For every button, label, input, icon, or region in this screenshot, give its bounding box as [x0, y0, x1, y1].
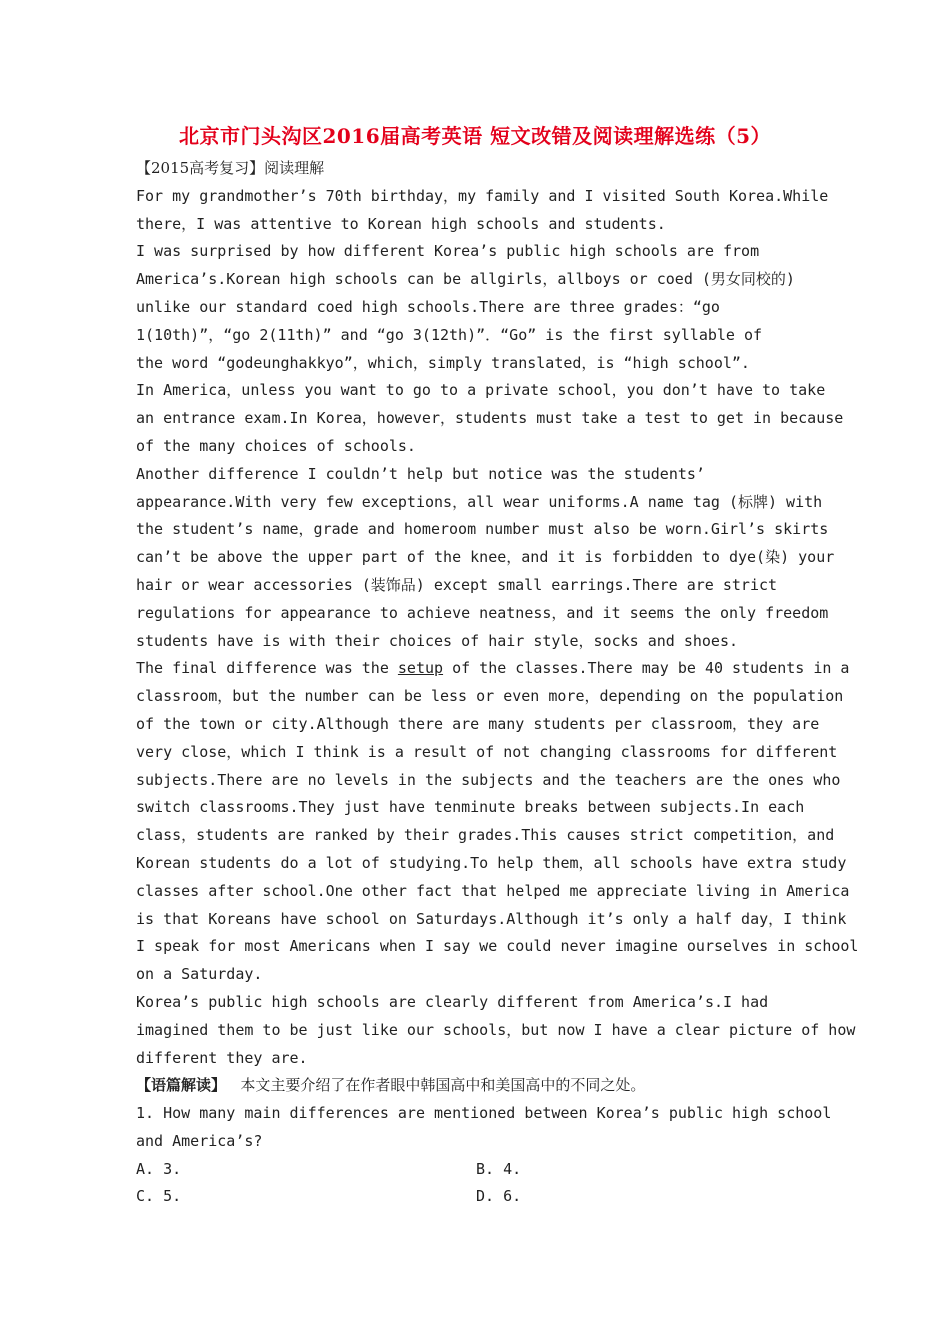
passage-line: the word “godeunghakkyo”，which，simply translated，is “high school”. — [136, 353, 750, 372]
passage-line: 1(10th)”，“go 2(11th)” and “go 3(12th)”．“Go” is the first syllable of — [136, 325, 763, 344]
setup-line-before: The final difference was the — [136, 659, 398, 678]
passage-line: on a Saturday. — [136, 965, 263, 984]
document-title: 北京市门头沟区2016届高考英语 短文改错及阅读理解选练（5） — [178, 124, 772, 148]
passage-line: I was surprised by how different Korea’s public high schools are from — [136, 242, 760, 261]
passage-line: Korean students do a lot of studying.To help them，all schools have extra study — [136, 853, 847, 872]
passage-line: different they are. — [136, 1048, 308, 1067]
passage-line: Another difference I couldn’t help but notice was the students’ — [136, 464, 705, 483]
passage-line: the student’s name，grade and homeroom number must also be worn.Girl’s skirts — [136, 520, 829, 539]
passage-line: subjects.There are no levels in the subjects and the teachers are the ones who — [136, 770, 841, 789]
option-a: A. 3. — [136, 1159, 182, 1178]
passage-line: there，I was attentive to Korean high schools and students. — [136, 214, 666, 233]
passage-line: classes after school.One other fact that helped me appreciate living in America — [136, 881, 850, 900]
passage-line: America’s.Korean high schools can be allgirls，allboys or coed (男女同校的) — [136, 270, 795, 289]
question-stem: 1. How many main differences are mentioned between Korea’s public high school — [136, 1104, 832, 1123]
question-1 — [136, 1100, 832, 1211]
option-d: D. 6. — [476, 1187, 522, 1206]
passage-line: is that Koreans have school on Saturdays.Although it’s only a half day，I think — [136, 909, 847, 928]
option-b: B. 4. — [476, 1159, 522, 1178]
passage-line: of the many choices of schools. — [136, 436, 416, 455]
passage-line: hair or wear accessories (装饰品) except small earrings.There are strict — [136, 575, 778, 594]
option-c: C. 5. — [136, 1187, 182, 1206]
passage-line: For my grandmother’s 70th birthday，my family and I visited South Korea.While — [136, 186, 829, 205]
passage-line: In America，unless you want to go to a private school，you don’t have to take — [136, 381, 826, 400]
passage-line: can’t be above the upper part of the knee，and it is forbidden to dye(染) your — [136, 548, 835, 567]
analysis-line — [136, 1072, 816, 1100]
passage-part-1 — [136, 183, 844, 656]
passage-line: I speak for most Americans when I say we could never imagine ourselves in school — [136, 937, 859, 956]
passage-line: regulations for appearance to achieve neatness，and it seems the only freedom — [136, 603, 829, 622]
passage-part-2 — [136, 683, 859, 1072]
options-row — [136, 1156, 816, 1184]
passage-line: appearance.With very few exceptions，all wear uniforms.A name tag (标牌) with — [136, 492, 823, 511]
question-stem-continued: and America’s? — [136, 1131, 263, 1150]
underlined-word-setup: setup — [397, 659, 444, 678]
passage-line: unlike our standard coed high schools.There are three grades：“go — [136, 297, 720, 316]
setup-line — [136, 655, 850, 683]
passage-line: imagined them to be just like our schools，but now I have a clear picture of how — [136, 1020, 856, 1039]
passage-line: students have is with their choices of hair style，socks and shoes. — [136, 631, 738, 650]
passage-line: switch classrooms.They just have tenminute breaks between subjects.In each — [136, 798, 805, 817]
section-label: 【2015高考复习】阅读理解 — [136, 159, 325, 177]
passage-line: Korea’s public high schools are clearly different from America’s.I had — [136, 992, 769, 1011]
document-content — [136, 155, 859, 1211]
passage-line: classroom，but the number can be less or even more，depending on the population — [136, 687, 844, 706]
passage-line: very close，which I think is a result of not changing classrooms for different — [136, 742, 838, 761]
passage-line: an entrance exam.In Korea，however，students must take a test to get in because — [136, 409, 844, 428]
analysis-text: 本文主要介绍了在作者眼中韩国高中和美国高中的不同之处。 — [240, 1076, 646, 1095]
analysis-label: 【语篇解读】 — [136, 1076, 227, 1095]
passage-line: class，students are ranked by their grades.This causes strict competition，and — [136, 826, 835, 845]
passage-line: of the town or city.Although there are many students per classroom，they are — [136, 714, 820, 733]
setup-line-after: of the classes.There may be 40 students in a — [443, 659, 850, 678]
options-row — [136, 1183, 816, 1211]
